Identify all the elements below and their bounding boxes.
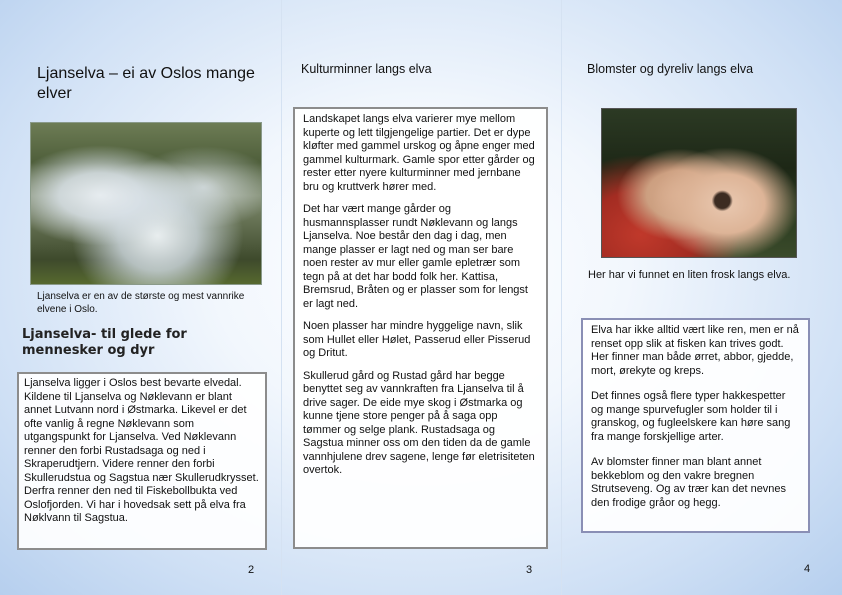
frog-photo [601, 108, 797, 258]
heading-kulturminner: Kulturminner langs elva [301, 62, 432, 76]
section-heading-ljanselva: Ljanselva- til glede for mennesker og dyr [22, 327, 187, 358]
river-photo [30, 122, 262, 285]
middle-paragraph-1: Landskapet langs elva varierer mye mellom kuperte og lett tilgjengelige partier. Det er dype kløfter med gammel urskog og åpne enger med gammel kulturmark. Gamle spor etter gårder og rester etter nyere kulturminner med jernbane bru og kruttverk hører med. [303, 113, 535, 193]
page-number-2: 2 [248, 564, 255, 576]
page-title: Ljanselva – ei av Oslos mange elver [37, 65, 255, 102]
panel-divider-right [561, 0, 562, 595]
middle-paragraph-3: Noen plasser har mindre hyggelige navn, slik som Hullet eller Hølet, Passerud eller Pisserud og Dritut. [303, 320, 531, 359]
river-photo-caption: Ljanselva er en av de største og mest vannrike elvene i Oslo. [37, 291, 245, 315]
middle-text-box [293, 107, 548, 549]
right-paragraph-1: Elva har ikke alltid vært like ren, men er nå renset opp slik at fisken kan trives godt. Her finner man både ørret, abbor, gjedde, mort, ørekyte og kreps. [591, 324, 799, 377]
left-body-text: Ljanselva ligger i Oslos best bevarte elvedal. Kildene til Ljanselva og Nøklevann er blant annet Lutvann nord i Østmarka. Likevel er det ofte vanlig å regne Nøklevann som utgangspunkt for Ljanselva. Ved Nøklevann renner den forbi Rustadsaga og ned i Skraperudtjern. Videre renner den forbi Skullerudstua og Sagstua nær Skullerudkrysset. Derfra renner den ned til Fiskebollbukta ved Oslofjorden. Vi har i hovedsak sett på elva fra Nøklvann til Sagstua. [24, 377, 259, 524]
right-paragraph-3: Av blomster finner man blant annet bekkeblom og den vakre bregnen Strutseveng. Og av trær kan det nevnes den frodige gråor og hegg. [591, 456, 787, 509]
right-text-box [581, 318, 810, 533]
middle-paragraph-4: Skullerud gård og Rustad gård har begge benyttet seg av vannkraften fra Ljanselva til å drive sager. De eide mye skog i Østmarka og kunne tjene store penger på å saga opp tømmer og selge plank. Rustadsaga og Sagstua minner oss om den tiden da de gamle vannhjulene drev sagene, lenge før eletrisiteten overtok. [303, 369, 535, 476]
left-text-box [17, 372, 267, 550]
page-number-4: 4 [804, 563, 811, 575]
heading-blomster: Blomster og dyreliv langs elva [587, 62, 754, 76]
middle-paragraph-2: Det har vært mange gårder og husmannsplasser rundt Nøklevann og langs Ljanselva. Noe består den dag i dag, men mange plasser er lagt ned og man ser bare noen rester av mur eller gamle epletrær som tegn på at det har bodd folk her. Kattisa, Bremsrud, Bråten og er plasser som for lengst er lagt ned. [303, 203, 528, 310]
page-number-3: 3 [526, 564, 533, 576]
frog-photo-caption: Her har vi funnet en liten frosk langs elva. [588, 269, 791, 281]
right-paragraph-2: Det finnes også flere typer hakkespetter og mange spurvefugler som holder til i granskog, og fugleelskere kan høre sang fra mange forskjellige arter. [591, 390, 791, 443]
panel-divider-left [281, 0, 282, 595]
